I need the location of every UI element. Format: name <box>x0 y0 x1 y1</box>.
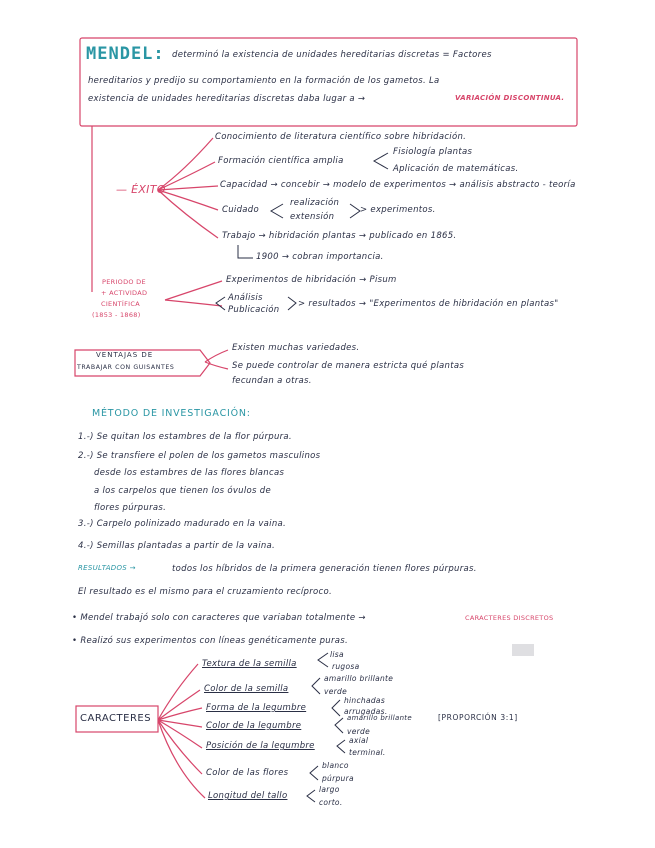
caracter-row-opt-b: terminal. <box>349 748 386 757</box>
caracter-row-name: Longitud del tallo <box>208 791 288 801</box>
exito-item-6: 1900 → cobran importancia. <box>256 252 384 262</box>
caracter-row-opt-a: lisa <box>330 650 344 659</box>
formacion-sub-1: Fisiología plantas <box>393 147 473 157</box>
caracter-row-name: Color de la legumbre <box>206 721 302 731</box>
caracter-row-opt-a: axial <box>349 736 369 745</box>
caracter-row-opt-b: verde <box>324 687 348 696</box>
metodo-step-2d: flores púrpuras. <box>94 503 167 513</box>
resultados-label: RESULTADOS → <box>78 564 136 572</box>
exito-item-4: Cuidado <box>222 205 259 215</box>
cuidado-sub-2: extensión <box>290 212 335 222</box>
periodo-label-3: CIENTÍFICA <box>101 300 140 308</box>
caracter-row-opt-a: hinchadas <box>344 696 386 705</box>
periodo-item-2a: Análisis <box>228 293 263 303</box>
bullet-1-tag: CARACTERES DISCRETOS <box>465 614 554 622</box>
header-line-2: hereditarios y predijo su comportamiento en la formación de los gametos. La <box>88 76 440 86</box>
periodo-item-1: Experimentos de hibridación → Pisum <box>226 275 397 285</box>
caracter-row-name: Forma de la legumbre <box>206 703 307 713</box>
resultados-text: todos los híbridos de la primera generación tienen flores púrpuras. <box>172 564 477 574</box>
caracter-row-opt-b: verde <box>347 727 371 736</box>
caracter-row-opt-a: blanco <box>322 761 349 770</box>
caracter-row-opt-b: rugosa <box>332 662 360 671</box>
caracter-row-opt-b: púrpura <box>322 774 354 783</box>
exito-label: — ÉXITO <box>116 183 166 196</box>
exito-item-3: Capacidad → concebir → modelo de experimentos → análisis abstracto - teoría <box>220 180 576 190</box>
ventajas-label-2: TRABAJAR CON GUISANTES <box>77 364 175 371</box>
caracter-row-name: Color de la semilla <box>204 684 289 694</box>
caracter-row-name: Textura de la semilla <box>202 659 297 669</box>
caracter-row-opt-b: corto. <box>319 798 343 807</box>
periodo-label-1: PERIODO DE <box>102 278 146 286</box>
metodo-title: MÉTODO DE INVESTIGACIÓN: <box>92 408 251 419</box>
caracteres-label: CARACTERES <box>80 713 152 724</box>
variacion-label: VARIACIÓN DISCONTINUA. <box>455 94 565 102</box>
metodo-step-1: 1.-) Se quitan los estambres de la flor púrpura. <box>78 432 292 442</box>
header-line-3: existencia de unidades hereditarias discretas daba lugar a → <box>88 94 366 104</box>
bullet-2: • Realizó sus experimentos con líneas genéticamente puras. <box>72 636 349 646</box>
caracter-row-name: Posición de la legumbre <box>206 741 315 751</box>
ventajas-item-1: Existen muchas variedades. <box>232 343 360 353</box>
formacion-sub-2: Aplicación de matemáticas. <box>393 164 519 174</box>
periodo-label-2: + ACTIVIDAD <box>101 289 148 297</box>
caracter-row-opt-b: arrugadas. <box>344 707 388 716</box>
ventajas-label-1: VENTAJAS DE <box>96 351 154 359</box>
resultados-line-2: El resultado es el mismo para el cruzamiento recíproco. <box>78 587 333 597</box>
exito-item-5: Trabajo → hibridación plantas → publicado en 1865. <box>222 231 457 241</box>
ventajas-item-2: Se puede controlar de manera estricta qué plantas <box>232 361 465 371</box>
periodo-item-2b: Publicación <box>228 305 280 315</box>
smudge <box>512 644 534 656</box>
periodo-label-4: (1853 - 1868) <box>92 311 141 319</box>
metodo-step-2c: a los carpelos que tienen los óvulos de <box>94 486 271 496</box>
caracter-row-opt-a: amarillo brillante <box>324 674 394 683</box>
metodo-step-4: 4.-) Semillas plantadas a partir de la vaina. <box>78 541 276 551</box>
metodo-step-2b: desde los estambres de las flores blancas <box>94 468 285 478</box>
metodo-step-2: 2.-) Se transfiere el polen de los gametos masculinos <box>78 451 321 461</box>
exito-item-2: Formación científica amplia <box>218 156 344 166</box>
ventajas-item-3: fecundan a otras. <box>232 376 312 386</box>
metodo-step-3: 3.-) Carpelo polinizado madurado en la vaina. <box>78 519 287 529</box>
caracter-row-opt-a: amarillo brillante <box>347 714 412 722</box>
cuidado-sub-1: realización <box>290 198 340 208</box>
cuidado-result: > experimentos. <box>360 205 436 215</box>
bullet-1: • Mendel trabajó solo con caracteres que variaban totalmente → <box>72 613 366 623</box>
header-line-1: determinó la existencia de unidades hereditarias discretas = Factores <box>172 50 492 60</box>
proporcion-label: [PROPORCIÓN 3:1] <box>438 713 518 722</box>
exito-item-1: Conocimiento de literatura científico sobre hibridación. <box>215 132 467 142</box>
periodo-result: > resultados → "Experimentos de hibridación en plantas" <box>298 299 559 309</box>
caracter-row-opt-a: largo <box>319 785 340 794</box>
mendel-title: MENDEL: <box>86 44 165 64</box>
caracter-row-name: Color de las flores <box>206 768 289 778</box>
